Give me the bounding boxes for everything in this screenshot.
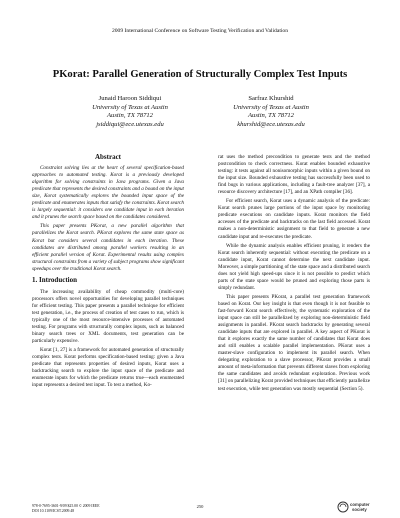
body-paragraph: rat uses the method precondition to generate tests and the method postcondition to check correctness. Korat enables bounded exhaustive testing: it tests against all nonisomorphic inputs within a given bound on the input size. Bounded exhaustive testing has successfully been used to find bugs in various applications, including a fault-tree analyzer [37], a resource discovery architecture [17], and an XPath compiler [36].: [218, 154, 370, 196]
computer-society-logo: [337, 500, 377, 514]
body-paragraph: This paper presents PKorat, a parallel test generation framework based on Korat. Our key insight is that even though it is not feasible to fast-forward Korat search effectively, the systematic exploration of the input space can still be parallelized by exploring non-deterministic field assignments in parallel. PKorat search backtracks by generating several candidate inputs that are explored in parallel. A key aspect of PKorat is that it explores exactly the same number of candidates that Korat does and still enables a scalable parallel implementation. PKorat uses a master-slave configuration to implement its parallel search. When delegating exploration to a slave processor, PKorat provides a small amount of meta-information that prevents different slaves from exploring the same candidates and avoids redundant exploration. Previous work [31] on parallelizing Korat provided techniques that efficiently parallelize test execution, while test generation was mostly sequential (Section 5).: [218, 293, 370, 392]
left-column: [32, 154, 184, 391]
body-paragraph: Korat [1, 27] is a framework for automated generation of structurally complex tests. Korat performs specification-based testing: given a Java predicate that represents properties of desired inputs, Korat uses a backtracking search to explore the input space of the predicate and enumerate inputs for which the predicate returns true—each enumerated input represents a desired test input. To test a method, Ko-: [32, 347, 184, 389]
author-name: Sarfraz Khurshid: [248, 95, 294, 102]
abstract-paragraph: This paper presents PKorat, a new parallel algorithm that parallelizes the Korat search. PKorat explores the same state space as Korat but considers several candidates in each iteration. These candidates are distributed among parallel workers resulting in an efficient parallel version of Korat. Experimental results using complex structural constraints from a variety of subject programs show significant speedups over the traditional Korat search.: [32, 223, 184, 272]
page-number: 250: [196, 504, 204, 509]
body-paragraph: For efficient search, Korat uses a dynamic analysis of the predicate: Korat search prunes large portions of the input space by monitoring predicate executions on candidate inputs. Korat monitors the field accesses of the predicate and backtracks on the last field accessed. Korat makes a non-deterministic assignment to that field to generate a new candidate input and re-executes the predicate.: [218, 198, 370, 240]
svg-text:computer: computer: [350, 502, 370, 507]
footer-doi: DOI 10.1109/ICST.2009.48: [32, 509, 75, 513]
author-block-1: [55, 95, 205, 129]
author-city: Austin, TX 78712: [107, 112, 153, 120]
section-heading-introduction: 1. Introduction: [32, 275, 77, 284]
author-email: jsiddiqui@ece.utexas.edu: [96, 120, 164, 128]
author-email: khurshid@ece.utexas.edu: [237, 120, 305, 128]
body-paragraph: While the dynamic analysis enables efficient pruning, it renders the Korat search inherently sequential: without executing the predicate on a candidate input, Korat cannot determine the next candidate input. Moreover, a simple partitioning of the state space and a distributed search does not yield high speed-ups since it is not possible to predict which parts of the state space would be pruned and exploring those parts is simply redundant.: [218, 242, 370, 291]
paper-title: PKorat: Parallel Generation of Structurally Complex Test Inputs: [52, 69, 348, 80]
abstract-paragraph: Constraint solving lies at the heart of several specification-based approaches to automated testing. Korat is a previously developed algorithm for solving constraints in Java programs. Given a Java predicate that represents the desired constraints and a bound on the input size, Korat systematically explores the bounded input space of the predicate and enumerates inputs that satisfy the constraints. Korat search is largely sequential: it considers one candidate input in each iteration and it prunes the search space based on the candidates considered.: [32, 165, 184, 221]
svg-text:society: society: [352, 507, 367, 512]
author-affiliation: University of Texas at Austin: [233, 103, 309, 111]
author-name: Junaid Haroon Siddiqui: [98, 95, 162, 102]
abstract-body: [32, 165, 184, 273]
footer-isbn: 978-0-7695-3601-9/09 $25.00 © 2009 IEEE: [32, 504, 100, 508]
conference-header: 2009 International Conference on Software Testing Verification and Validation: [111, 28, 289, 34]
body-paragraph: The increasing availability of cheap commodity (multi-core) processors offers novel opportunities for developing parallel techniques for efficient testing. This paper presents a parallel technique for efficient test generation, i.e., the process of creation of test cases to run, which is typically one of the most resource-intensive processes of automated testing. For programs with structurally complex inputs, such as balanced binary search trees or XML documents, test generation can be particularly expensive.: [32, 288, 184, 345]
author-block-2: [196, 95, 346, 129]
right-column: [218, 154, 370, 395]
author-city: Austin, TX 78712: [248, 112, 294, 120]
author-affiliation: University of Texas at Austin: [92, 103, 168, 111]
abstract-heading: Abstract: [94, 153, 122, 161]
